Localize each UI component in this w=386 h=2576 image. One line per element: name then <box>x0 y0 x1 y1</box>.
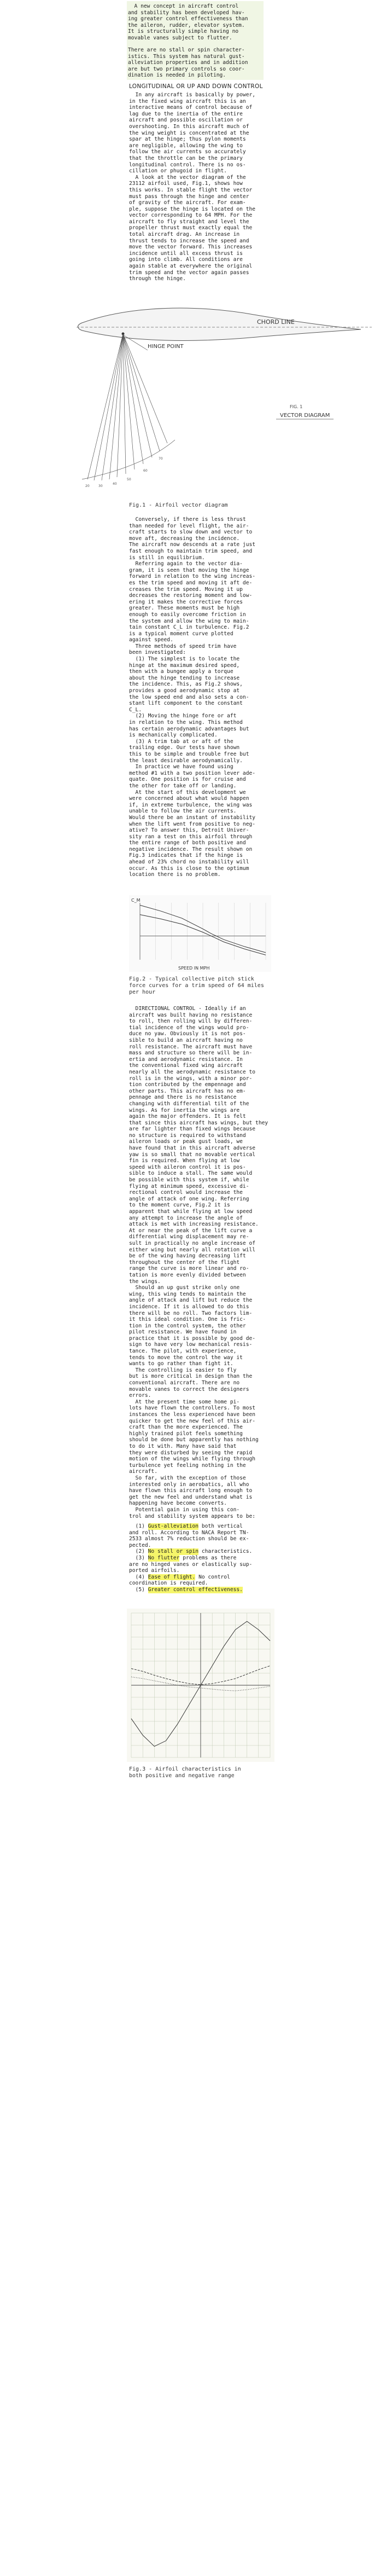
longitudinal2-line: when the lift went from positive to neg- <box>129 821 256 827</box>
benefit-item <box>129 1523 252 1530</box>
benefit-item <box>129 1548 252 1555</box>
fig3-caption-line: Fig.3 - Airfoil characteristics in <box>129 1766 241 1772</box>
longitudinal2-line: (3) A trim tab at or aft of the <box>129 738 233 745</box>
directional-line: motion of the wings while flying through <box>129 1456 256 1463</box>
longitudinal2-line: ahead of 23% chord no instability will <box>129 859 249 866</box>
directional-line: pilot resistance. We have found in <box>129 1329 237 1336</box>
directional-line: attack is met with increasing resistance. <box>129 1221 259 1228</box>
directional-line: interested only in aerobatics, all who <box>129 1481 249 1488</box>
intro2-line: dination is needed in piloting. <box>128 72 226 79</box>
longitudinal2-line: Conversely, if there is less thrust <box>129 517 246 523</box>
directional-line: no structure is required to withstand <box>129 1132 246 1139</box>
longitudinal2-line: then with a bungee apply a torque <box>129 669 233 675</box>
longitudinal2-line: this to be simple and trouble free but <box>129 751 249 757</box>
benefits-list <box>129 1523 252 1593</box>
longitudinal-line: of gravity of the aircraft. For exam- <box>129 200 246 206</box>
benefit-item <box>129 1587 252 1593</box>
longitudinal-line: through the hinge. <box>129 276 186 282</box>
directional-line: quicker to get the new feel of this air- <box>129 1418 256 1424</box>
longitudinal2-line: provides a good aerodynamic stop at <box>129 688 240 694</box>
directional-line: roll resistance. The aircraft must have <box>129 1043 253 1050</box>
longitudinal2-line: occur. As this is close to the optimum <box>129 865 249 872</box>
directional-line: conventional aircraft. There are no <box>129 1380 240 1386</box>
directional-line: tends to move the control the way it <box>129 1354 243 1361</box>
directional-line: other parts. This aircraft has no em- <box>129 1088 246 1094</box>
longitudinal-line: must pass through the hinge and center <box>129 193 249 200</box>
longitudinal2-line: the entire range of both positive and <box>129 840 246 846</box>
directional-line: sible to induce a stall. The same would <box>129 1170 253 1177</box>
longitudinal-line: spar at the hinge; thus pylon moments <box>129 136 246 143</box>
directional-line: the wings. <box>129 1278 161 1285</box>
longitudinal2-line: has certain aerodynamic advantages but <box>129 726 249 732</box>
figure-2-caption <box>129 976 264 996</box>
longitudinal2-line: unable to follow the air currents. <box>129 808 237 815</box>
directional-line: sible to build an aircraft having no <box>129 1037 243 1043</box>
hinge-point-label: HINGE POINT <box>148 344 184 350</box>
intro2-line: alleviation properties and in addition <box>128 60 248 66</box>
longitudinal-paragraph-2 <box>129 517 255 878</box>
directional-line: again the major offenders. It is felt <box>129 1113 246 1120</box>
figure-1-caption: Fig.1 - Airfoil vector diagram <box>129 502 228 508</box>
svg-text:40: 40 <box>113 482 117 486</box>
directional-line: the conventional fixed wing aircraft <box>129 1063 243 1069</box>
directional-line: tation is more evenly divided between <box>129 1272 246 1278</box>
directional-line: DIRECTIONAL CONTROL - Ideally if an <box>129 1006 246 1012</box>
intro-line: A new concept in aircraft control <box>128 3 239 9</box>
benefit-rest: problems as there <box>179 1554 237 1561</box>
directional-line: aileron loads or peak gust loads, we <box>129 1139 243 1145</box>
longitudinal2-line: At the start of this development we <box>129 789 246 796</box>
benefit-number: (5) <box>129 1586 148 1593</box>
longitudinal-line: aircraft to fly straight and level the <box>129 218 249 225</box>
directional-line: incidence. If it is allowed to do this <box>129 1303 249 1310</box>
longitudinal2-line: enough to easily overcome friction in <box>129 611 246 618</box>
fig2-caption-line: per hour <box>129 989 156 995</box>
longitudinal2-line: the incidence. This, as Fig.2 shows, <box>129 681 243 688</box>
chord-line-label: CHORD LINE <box>257 318 295 326</box>
longitudinal2-line: hinge at the maximum desired speed, <box>129 662 240 669</box>
longitudinal-line: aircraft and possible oscillation or <box>129 117 243 124</box>
benefit-item <box>129 1555 252 1562</box>
fig2-x-axis-label: SPEED IN MPH <box>178 966 210 971</box>
longitudinal2-line: quate. One position is for cruise and <box>129 776 246 783</box>
longitudinal-line: the wing weight is concentrated at the <box>129 130 249 136</box>
benefit-continuation: are no hinged vanes or elastically sup- <box>129 1561 253 1568</box>
longitudinal2-line: move aft, decreasing the incidence. <box>129 535 240 542</box>
benefit-highlight: No stall or spin <box>148 1548 199 1555</box>
directional-line: wants to go rather than fight it. <box>129 1361 233 1367</box>
directional-line: angle of attack of one wing. Referring <box>129 1196 249 1202</box>
directional-line: aircraft. <box>129 1469 157 1475</box>
directional-line: to do it with. Many have said that <box>129 1443 237 1449</box>
longitudinal2-line: Fig.3 indicates that if the hinge is <box>129 852 243 859</box>
directional-line: tion in the control system, the other <box>129 1322 246 1329</box>
longitudinal2-line: trailing edge. Our tests have shown <box>129 745 240 751</box>
longitudinal2-line: greater. These moments must be high <box>129 605 240 612</box>
longitudinal2-line: es the trim speed and moving it aft de- <box>129 579 253 586</box>
directional-line: yaw is so small that no movable vertical <box>129 1151 256 1158</box>
directional-line: errors. <box>129 1393 151 1399</box>
longitudinal-line: follow the air currents so accurately <box>129 149 246 155</box>
longitudinal-line: In any aircraft is basically by power, <box>129 92 256 98</box>
longitudinal-line: cillation or phugoid in flight. <box>129 168 227 175</box>
longitudinal-line: lag due to the inertia of the entire <box>129 111 243 117</box>
longitudinal-line: total aircraft drag. An increase in <box>129 231 240 238</box>
longitudinal-line: propeller thrust must exactly equal the <box>129 225 253 231</box>
directional-line: At the present time some home pi- <box>129 1399 240 1405</box>
longitudinal2-line: is mechanically complicated. <box>129 732 218 739</box>
longitudinal-line: going into climb. All conditions are <box>129 257 243 263</box>
directional-control-paragraph <box>129 1006 268 1519</box>
fig3-caption-line: both positive and negative range <box>129 1773 235 1779</box>
longitudinal2-line: were concerned about what would happen <box>129 796 249 802</box>
longitudinal2-line: negative incidence. The result shown on <box>129 846 253 852</box>
longitudinal2-line: location there is no problem. <box>129 872 221 878</box>
longitudinal-line: interactive means of control because of <box>129 105 253 111</box>
longitudinal2-line: Three methods of speed trim have <box>129 643 237 649</box>
longitudinal-paragraph <box>129 92 255 282</box>
directional-line: any attempt to increase the angle of <box>129 1215 243 1221</box>
longitudinal2-line: the system and allow the wing to main- <box>129 618 249 624</box>
directional-line: Should an up gust strike only one <box>129 1285 240 1291</box>
longitudinal-line: 23112 airfoil used, Fig.1, shows how <box>129 181 243 187</box>
benefit-highlight: Gust-alleviation <box>148 1523 199 1529</box>
longitudinal-line: in the fixed wing aircraft this is an <box>129 98 246 105</box>
benefit-number: (1) <box>129 1523 148 1529</box>
directional-line: get the new feel and understand what is <box>129 1494 253 1500</box>
longitudinal-line: again stable at everywhere the original <box>129 263 253 270</box>
directional-line: it this ideal condition. One is fric- <box>129 1316 246 1323</box>
longitudinal-line: thrust tends to increase the speed and <box>129 237 249 244</box>
directional-line: instances the less experienced have been <box>129 1412 256 1418</box>
directional-line: they were disturbed by seeing the rapid <box>129 1449 253 1456</box>
longitudinal2-line: in relation to the wing. This method <box>129 720 243 726</box>
intro2-line: There are no stall or spin character- <box>128 47 245 53</box>
directional-line: turbulence yet feeling nothing in the <box>129 1462 246 1469</box>
longitudinal2-line: method #1 with a two position lever ade- <box>129 770 256 776</box>
intro2-line: istics. This system has natural gust- <box>128 53 245 60</box>
longitudinal2-line: than needed for level flight, the air- <box>129 523 249 529</box>
benefit-number: (2) <box>129 1548 148 1555</box>
longitudinal2-line: The aircraft now descends at a rate just <box>129 542 256 548</box>
longitudinal2-line: the low speed end and also sets a con- <box>129 694 249 700</box>
directional-line: craft than the more experienced. The <box>129 1424 243 1431</box>
directional-line: tion contributed by the empennage and <box>129 1082 246 1088</box>
section-heading-longitudinal: LONGITUDINAL OR UP AND DOWN CONTROL <box>129 83 263 90</box>
benefit-continuation: pected. <box>129 1542 151 1548</box>
benefit-number: (4) <box>129 1574 148 1580</box>
longitudinal-line: incidence until all excess thrust is <box>129 250 243 257</box>
benefit-continuation: coordination is required. <box>129 1580 208 1587</box>
svg-text:70: 70 <box>159 457 163 461</box>
longitudinal2-line: Would there be an instant of instability <box>129 814 256 821</box>
directional-line: speed with aileron control it is pos- <box>129 1164 246 1170</box>
longitudinal2-line: tain constant C_L in turbulence. Fig.2 <box>129 624 249 631</box>
fig2-y-axis-label: C_M <box>131 898 141 903</box>
benefit-continuation: ported airfoils. <box>129 1568 180 1574</box>
longitudinal2-line: the least desirable aerodynamically. <box>129 757 243 764</box>
longitudinal2-line: against speed. <box>129 637 173 643</box>
intro-paragraph-2 <box>128 47 248 79</box>
longitudinal2-line: decreases the restoring moment and low- <box>129 593 253 599</box>
directional-line: changing with differential tilt of the <box>129 1100 249 1107</box>
directional-line: sign to have very low mechanical resis- <box>129 1342 253 1348</box>
figure-1-vector-diagram <box>0 282 386 496</box>
longitudinal2-line: the other for take off or landing. <box>129 782 237 789</box>
directional-line: apparent that while flying at low speed <box>129 1209 253 1215</box>
benefit-item <box>129 1574 252 1581</box>
longitudinal-line: ple, suppose the hinge is located on the <box>129 206 256 212</box>
benefit-continuation: 2533 almost 7% reduction should be ex- <box>129 1536 249 1542</box>
svg-text:20: 20 <box>85 484 90 488</box>
svg-text:30: 30 <box>98 484 103 488</box>
intro2-line: are but two primary controls so coor- <box>128 66 245 72</box>
longitudinal2-line: stant lift component to the constant <box>129 700 243 707</box>
directional-line: At or near the peak of the lift curve a <box>129 1227 253 1234</box>
directional-line: ertia and aerodynamic resistance. In <box>129 1056 243 1063</box>
directional-line: tance. The pilot, with experience, <box>129 1348 237 1355</box>
benefit-rest: No control <box>195 1574 230 1580</box>
directional-line: either wing but nearly all rotation will <box>129 1246 256 1253</box>
longitudinal2-line: about the hinge tending to increase <box>129 675 240 681</box>
directional-line: be possible with this system if, while <box>129 1177 249 1183</box>
longitudinal-line: vector corresponding to 64 MPH. For the <box>129 212 253 219</box>
directional-line: lots have flown the controllers. To most <box>129 1405 256 1412</box>
directional-line: there will be no roll. Two factors lim- <box>129 1310 253 1316</box>
longitudinal2-line: In practice we have found using <box>129 764 233 770</box>
directional-line: tial incidence of the wings would pro- <box>129 1024 249 1031</box>
directional-line: flying at minimum speed, excessive di- <box>129 1183 249 1190</box>
figure-2-chart <box>129 895 271 972</box>
benefit-number: (3) <box>129 1554 148 1561</box>
directional-line: should be done but apparently has nothing <box>129 1437 259 1443</box>
longitudinal-line: A look at the vector diagram of the <box>129 174 246 181</box>
directional-line: that since this aircraft has wings, but they <box>129 1119 268 1126</box>
svg-text:FIG. 1: FIG. 1 <box>290 404 303 409</box>
intro-line: movable vanes subject to flutter. <box>128 34 232 41</box>
intro-paragraph <box>128 3 248 42</box>
directional-line: wing, this wing tends to maintain the <box>129 1291 246 1297</box>
directional-line: So far, with the exception of those <box>129 1475 246 1481</box>
directional-line: have found that in this aircraft adverse <box>129 1145 256 1152</box>
directional-line: to roll, then rolling will by differen- <box>129 1018 253 1025</box>
intro-line: and stability has been developed hav- <box>128 9 245 16</box>
directional-line: be of the wing having decreasing lift <box>129 1253 246 1260</box>
longitudinal2-line: C_L. <box>129 706 142 713</box>
longitudinal2-line: (1) The simplest is to locate the <box>129 656 240 663</box>
longitudinal-line: trim speed and the vector again passes <box>129 269 249 276</box>
benefit-highlight: No flutter <box>148 1554 180 1561</box>
directional-line: rectional control would increase the <box>129 1190 243 1196</box>
longitudinal2-line: creases the trim speed. Moving it up <box>129 586 243 593</box>
directional-line: differential wing displacement may re- <box>129 1234 249 1240</box>
directional-line: mass and structure so there will be in- <box>129 1050 253 1057</box>
longitudinal2-line: (2) Moving the hinge fore or aft <box>129 713 237 720</box>
benefit-continuation: and roll. According to NACA Report TN- <box>129 1529 249 1536</box>
directional-line: angle of attack and lift but reduce the <box>129 1297 253 1304</box>
directional-line: have flown this aircraft long enough to <box>129 1488 253 1494</box>
longitudinal2-line: Referring again to the vector dia- <box>129 561 243 567</box>
longitudinal2-line: is a typical moment curve plotted <box>129 630 233 637</box>
figure-3-caption <box>129 1766 241 1779</box>
vector-diagram-label: VECTOR DIAGRAM <box>280 413 330 419</box>
intro-line: ing greater control effectiveness than <box>128 16 248 22</box>
directional-line: to the moment curve, Fig.2 it is <box>129 1202 230 1209</box>
directional-line: sult in practically no angle increase of <box>129 1240 256 1246</box>
directional-line: but is more critical in design than the <box>129 1373 253 1380</box>
longitudinal2-line: ative? To answer this, Detroit Univer- <box>129 827 249 834</box>
fig2-caption-line: Fig.2 - Typical collective pitch stick <box>129 976 254 982</box>
intro-line: It is structurally simple having no <box>128 28 239 35</box>
longitudinal2-line: fast enough to maintain trim speed, and <box>129 548 253 554</box>
longitudinal2-line: been investigated: <box>129 649 186 656</box>
benefit-rest: characteristics. <box>198 1548 253 1555</box>
directional-line: fin is required. When flying at low <box>129 1158 240 1164</box>
longitudinal2-line: sity ran a test on this airfoil through <box>129 833 253 840</box>
intro-line: the aileron, rudder, elevator system. <box>128 22 245 28</box>
directional-line: pennage and there is no resistance <box>129 1094 237 1101</box>
directional-line: movable vanes to correct the designers <box>129 1386 249 1393</box>
directional-line: range the curve is more linear and ro- <box>129 1266 249 1272</box>
longitudinal2-line: is still in equilibrium. <box>129 554 205 561</box>
svg-text:50: 50 <box>127 478 131 481</box>
longitudinal2-line: if, in extreme turbulence, the wing was <box>129 802 253 808</box>
benefit-highlight: Ease of flight. <box>148 1574 196 1580</box>
longitudinal2-line: forward in relation to the wing increas- <box>129 573 256 580</box>
fig2-caption-line: force curves for a trim speed of 64 miles <box>129 983 264 989</box>
longitudinal-line: overshooting. In this aircraft much of <box>129 123 249 130</box>
longitudinal2-line: gram, it is seen that moving the hinge <box>129 567 249 573</box>
figure-3-chart <box>127 1609 274 1762</box>
longitudinal-line: are negligible, allowing the wing to <box>129 142 243 149</box>
benefit-rest: both vertical <box>198 1523 243 1529</box>
benefit-highlight: Greater control effectiveness. <box>148 1586 243 1593</box>
svg-text:60: 60 <box>143 469 148 473</box>
directional-line: practice that it is possible by good de- <box>129 1335 256 1342</box>
directional-line: highly trained pilot feels something <box>129 1430 243 1437</box>
directional-line: aircraft was built having no resistance <box>129 1012 253 1018</box>
longitudinal2-line: craft starts to slow down and vector to <box>129 529 253 536</box>
longitudinal-line: that the throttle can be the primary <box>129 155 243 161</box>
directional-line: wings. As for inertia the wings are <box>129 1107 240 1113</box>
directional-line: duce no yaw. Obviously it is not pos- <box>129 1031 246 1037</box>
directional-line: nearly all the aerodynamic resistance to <box>129 1069 256 1075</box>
directional-line: Potential gain in using this con- <box>129 1506 240 1513</box>
directional-line: The controlling is easier to fly <box>129 1367 237 1373</box>
directional-line: roll is in the wings, with a minor por- <box>129 1075 253 1082</box>
longitudinal-line: this works. In stable flight the vector <box>129 187 253 193</box>
longitudinal-line: longitudinal control. There is no os- <box>129 161 246 168</box>
directional-line: happening have become converts. <box>129 1500 227 1507</box>
directional-line: throughout the center of the flight <box>129 1259 240 1266</box>
longitudinal2-line: ering it makes the corrective forces <box>129 599 243 605</box>
directional-line: are far lighter than fixed wings because <box>129 1126 256 1133</box>
longitudinal-line: move the vector forward. This increases <box>129 244 253 251</box>
directional-line: trol and stability system appears to be: <box>129 1513 256 1519</box>
